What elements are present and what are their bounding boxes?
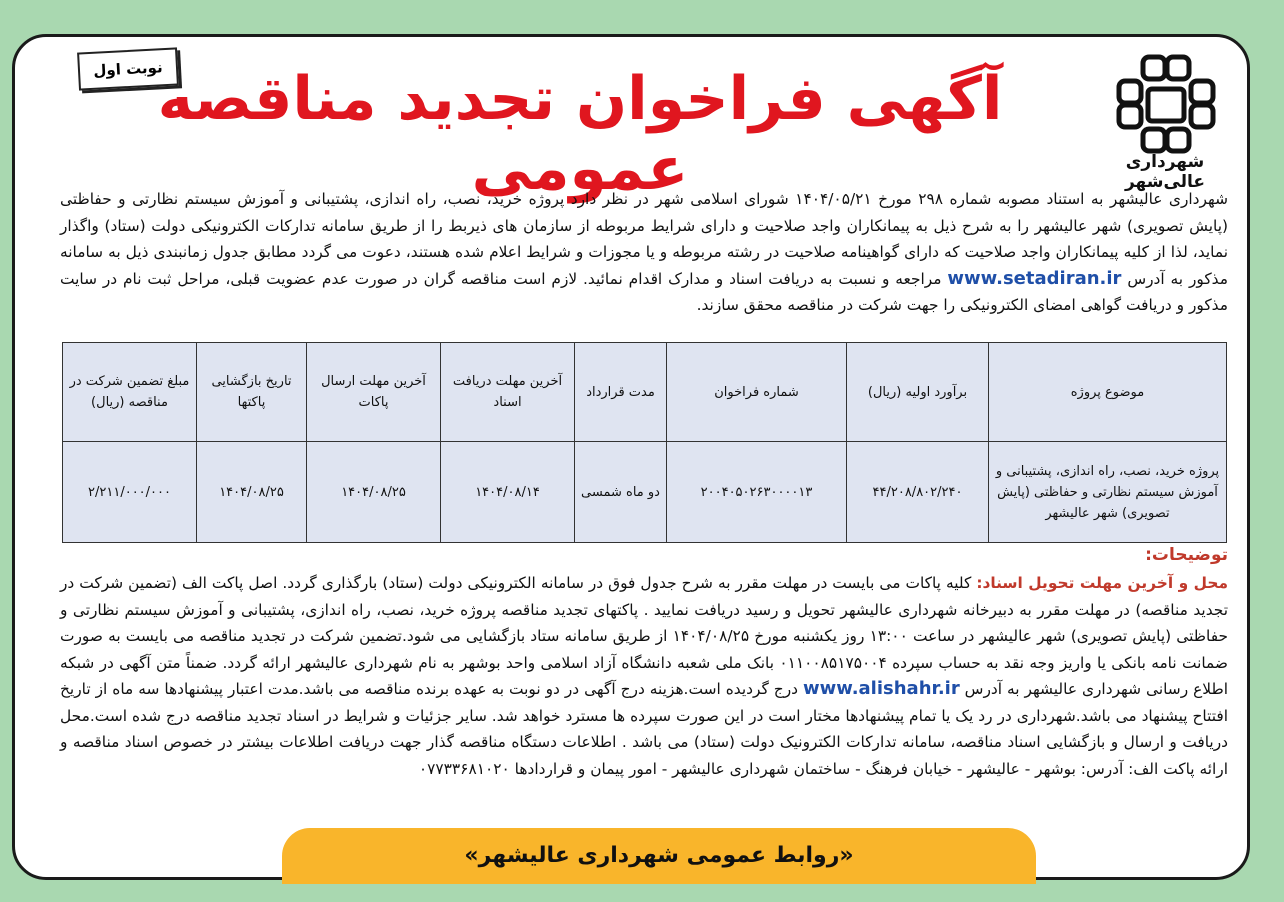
notes-heading: توضیحات:: [1145, 545, 1228, 565]
header-estimate: برآورد اولیه (ریال): [847, 343, 989, 442]
header-call-number: شماره فراخوان: [667, 343, 847, 442]
notes-subheading: محل و آخرین مهلت تحویل اسناد:: [976, 574, 1228, 592]
round-badge: نوبت اول: [77, 47, 179, 90]
logo-line1: شهرداری: [1125, 152, 1205, 172]
page-title: آگهی فراخوان تجدید مناقصه عمومی: [157, 64, 1003, 204]
header-submission-deadline: آخرین مهلت ارسال پاکات: [307, 343, 441, 442]
cell-opening-date: ۱۴۰۴/۰۸/۲۵: [197, 442, 307, 543]
header-opening-date: تاریخ بازگشایی پاکتها: [197, 343, 307, 442]
logo-line2: عالی‌شهر: [1124, 172, 1206, 192]
cell-estimate: ۴۴/۲۰۸/۸۰۲/۲۴۰: [847, 442, 989, 543]
cell-doc-deadline: ۱۴۰۴/۰۸/۱۴: [441, 442, 575, 543]
table-row: [63, 442, 1227, 543]
tender-table: [62, 342, 1227, 543]
intro-text-2: مراجعه و نسبت به دریافت اسناد و مدارک اقدام نمائید. لازم است مناقصه گران در صورت عدم عضویت قبلی، مراحل ثبت نام در سایت مذکور و دریافت گواهی امضای الکترونیکی را جهت شرکت در مناقصه محقق سازند.: [60, 269, 1228, 314]
table-header-row: [63, 343, 1227, 442]
header-subject: موضوع پروژه: [989, 343, 1227, 442]
alishahr-link[interactable]: www.alishahr.ir: [802, 678, 960, 699]
cell-subject: پروژه خرید، نصب، راه اندازی، پشتیبانی و آموزش سیستم نظارتی و حفاظتی (پایش تصویری) شهر عالیشهر: [989, 442, 1227, 543]
cell-call-number: ۲۰۰۴۰۵۰۲۶۳۰۰۰۰۱۳: [667, 442, 847, 543]
notes-text-2: درج گردیده است.هزینه درج آگهی در دو نوبت به عهده برنده مناقصه می باشد.مدت اعتبار پیشنهادها سه ماه از تاریخ افتتاح پیشنهاد می باشد.شهرداری در رد یک یا تمام پیشنهادها مختار است در این صورت سپرده ها مسترد خواهد شد. سایر جزئیات و شرایط در اسناد تجدید مناقصه درج شده است.محل دریافت و ارسال و بازگشایی اسناد مناقصه، سامانه تدارکات الکترونیک دولت (ستاد) می باشد . اطلاعات دستگاه مناقصه گذار جهت دریافت اطلاعات بیشتر در خصوص اسناد مناقصه و ارائه پاکت الف: آدرس: بوشهر - عالیشهر - خیابان فرهنگ - ساختمان شهرداری عالیشهر - امور پیمان و قراردادها ۰۷۷۳۳۶۸۱۰۲۰: [60, 680, 1228, 778]
notes-text-1: کلیه پاکات می بایست در مهلت مقرر به شرح جدول فوق در سامانه الکترونیکی دولت (ستاد) بارگذاری گردد. اصل پاکت الف (تضمین شرکت در تجدید مناقصه) در مهلت مقرر به دبیرخانه شهرداری عالیشهر تحویل و رسید دریافت نمایید . پاکتهای تجدید مناقصه پروژه خرید، نصب، راه اندازی، پشتیبانی و آموزش سیستم نظارتی و حفاظتی (پایش تصویری) شهر عالیشهر در ساعت ۱۳:۰۰ روز یکشنبه مورخ ۱۴۰۴/۰۸/۲۵ از طریق سامانه ستاد بازگشایی می شود.تضمین شرکت در تجدید مناقصه می بایست به صورت ضمانت نامه بانکی یا واریز وجه نقد به حساب سپرده ۰۱۱۰۰۸۵۱۷۵۰۰۴ بانک ملی شعبه دانشگاه آزاد اسلامی واحد بوشهر به نام شهرداری عالیشهر ارائه گردد. ضمناً متن آگهی در شبکه اطلاع رسانی شهرداری عالیشهر به آدرس: [60, 574, 1229, 698]
intro-paragraph: [60, 186, 1228, 319]
header-guarantee: مبلغ تضمین شرکت در مناقصه (ریال): [63, 343, 197, 442]
setadiran-link[interactable]: www.setadiran.ir: [947, 267, 1122, 289]
footer-banner: «روابط عمومی شهرداری عالیشهر»: [282, 828, 1036, 884]
cell-guarantee: ۲/۲۱۱/۰۰۰/۰۰۰: [63, 442, 197, 543]
notes-paragraph: [60, 570, 1228, 782]
cell-submission-deadline: ۱۴۰۴/۰۸/۲۵: [307, 442, 441, 543]
header-doc-deadline: آخرین مهلت دریافت اسناد: [441, 343, 575, 442]
intro-text-1: شهرداری عالیشهر به استناد مصوبه شماره ۲۹۸ مورخ ۱۴۰۴/۰۵/۲۱ شورای اسلامی شهر در نظر دارد پروژه خرید، نصب، راه اندازی، پشتیبانی و آموزش سیستم نظارتی و حفاظتی (پایش تصویری) شهر عالیشهر را به شرح ذیل به پیمانکاران واجد صلاحیت و دارای شرایط مربوطه از سازمان های ذیربط را از طریق سامانه تدارکات الکترونیکی دولت (ستاد) واگذار نماید، لذا از کلیه پیمانکاران واجد صلاحیت که دارای گواهینامه صلاحیت در رشته مربوطه و یا مجوزات و شرایط اعلام شده هستند، دعوت می گردد مطابق جدول زمانبندی ذیل به سامانه مذکور به آدرس: [60, 190, 1228, 288]
header-duration: مدت قرارداد: [575, 343, 667, 442]
cell-duration: دو ماه شمسی: [575, 442, 667, 543]
